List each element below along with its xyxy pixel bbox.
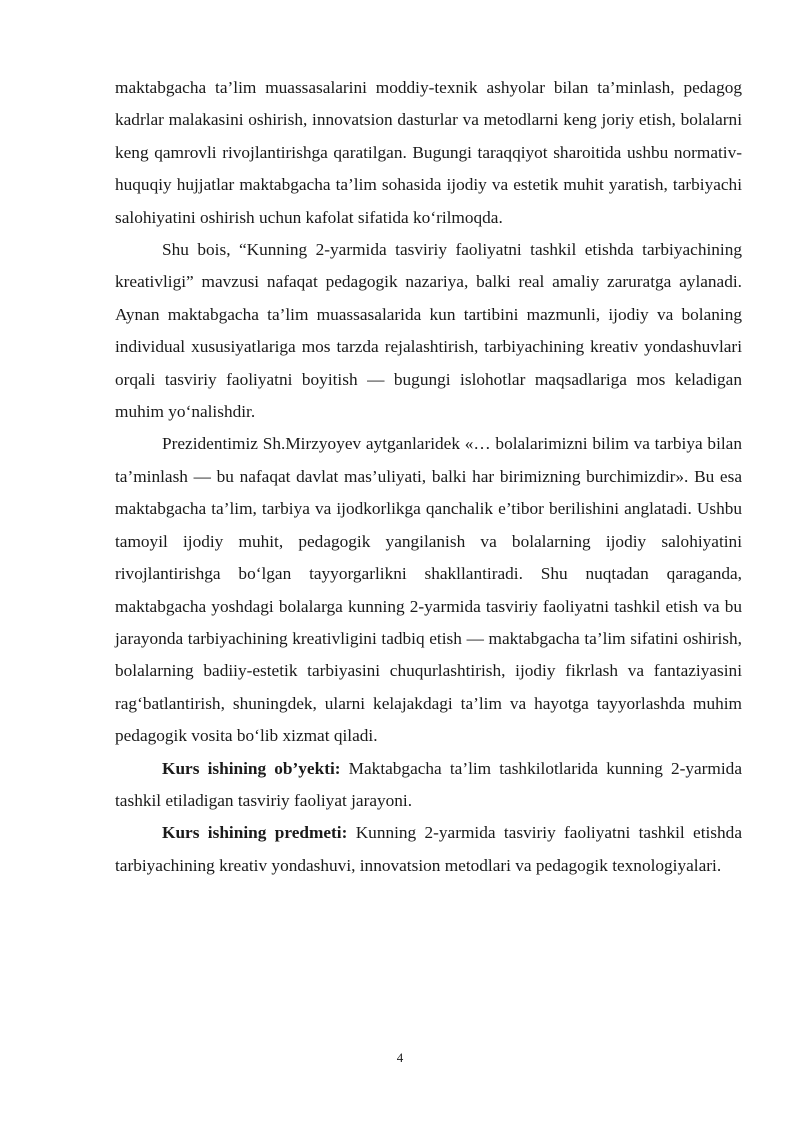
paragraph-president-quote: Prezidentimiz Sh.Mirzyoyev aytganlaridek «… bolalarimizni bilim va tarbiya bilan ta’minlash — bu nafaqat davlat mas’uliyati, balki har birimizning burchimizdir». Bu esa maktabgacha ta’lim, tarbiya va ijodkorlikga qanchalik e’tibor berilishini anglatadi. Ushbu tamoyil ijodiy muhit, pedagogik yangilanish va bolalarning ijodiy salohiyatini rivojlantirishga bo‘lgan tayyorgarlikni shakllantiradi. Shu nuqtadan qaraganda, maktabgacha yoshdagi bolalarga kunning 2-yarmida tasviriy faoliyatni tashkil etish va bu jarayonda tarbiyachining kreativligini tadbiq etish — maktabgacha ta’lim sifatini oshirish, bolalarning badiiy-estetik tarbiyasini chuqurlashtirish, ijodiy fikrlash va fantaziyasini rag‘batlantirish, shuningdek, ularni kelajakdagi ta’lim va hayotga tayyorlashda muhim pedagogik vosita bo‘lib xizmat qiladi. (115, 434, 742, 746)
course-subject-text: Kunning 2-yarmida tasviriy faoliyatni tashkil etishda tarbiyachining kreativ yondashuvi, innovatsion metodlari va pedagogik texnologiyalari. (115, 823, 742, 875)
paragraph-course-object (115, 753, 742, 818)
paragraph-continuation: maktabgacha ta’lim muassasalarini moddiy-texnik ashyolar bilan ta’minlash, pedagog kadrlar malakasini oshirish, innovatsion dasturlar va metodlarni keng joriy etish, bolalarni keng qamrovli rivojlantirishga qaratilgan. Bugungi taraqqiyot sharoitida ushbu normativ-huquqiy hujjatlar maktabgacha ta’lim sohasida ijodiy va estetik muhit yaratish, tarbiyachi salohiyatini oshirish uchun kafolat sifatida ko‘rilmoqda. (115, 78, 742, 227)
page-number: 4 (396, 1050, 404, 1065)
paragraph-topic-relevance: Shu bois, “Kunning 2-yarmida tasviriy faoliyatni tashkil etishda tarbiyachining kreativligi” mavzusi nafaqat pedagogik nazariya, balki real amaliy zaruratga aylanadi. Aynan maktabgacha ta’lim muassasalarida kun tartibini mazmunli, ijodiy va bolaning individual xususiyatlariga mos tarzda rejalashtirish, tarbiyachining kreativ yondashuvlari orqali tasviriy faoliyatni boyitish — bugungi islohotlar maqsadlariga mos keladigan muhim yo‘nalishdir. (115, 240, 742, 422)
course-object-text: Maktabgacha ta’lim tashkilotlarida kunning 2-yarmida tashkil etiladigan tasviriy faoliyat jarayoni. (115, 758, 742, 810)
course-object-label: Kurs ishining ob’yekti: (162, 758, 341, 778)
paragraph-course-subject (115, 817, 742, 882)
course-subject-label: Kurs ishining predmeti: (162, 823, 348, 843)
document-body (115, 72, 742, 882)
